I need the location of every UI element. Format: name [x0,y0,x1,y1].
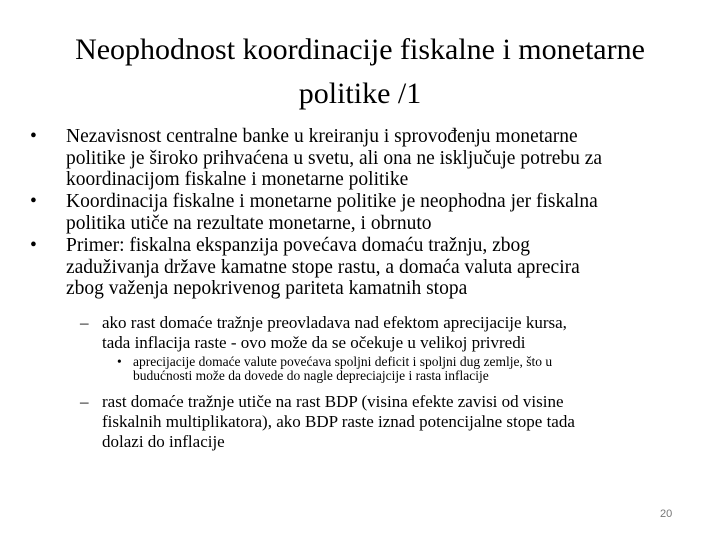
text-line: dolazi do inflacije [102,432,225,451]
sub-item [80,392,575,452]
bullet-item [30,191,598,234]
text-line: Primer: fiskalna ekspanzija povećava domaću tražnju, zbog [66,235,531,256]
bullet-item [30,235,580,300]
bullet-icon: • [30,191,37,212]
text-line: fiskalnih multiplikatora), ako BDP raste iznad potencijalne stope tada [102,412,575,431]
text-line: koordinacijom fiskalne i monetarne politike [66,169,409,190]
text-line: ako rast domaće tražnje preovladava nad efektom aprecijacije kursa, [102,313,567,332]
bullet-item [30,126,602,191]
text-line: zbog važenja nepokrivenog pariteta kamatnih stopa [66,278,468,299]
text-line: politika utiče na rezultate monetarne, i obrnuto [66,212,432,234]
bullet-icon: • [117,354,122,369]
text-line: Nezavisnost centralne banke u kreiranju i sprovođenju monetarne [66,126,578,147]
slide-title [0,28,720,116]
title-line: politike /1 [298,77,422,110]
text-line: politike je široko prihvaćena u svetu, ali ona ne isključuje potrebu za [66,147,603,169]
bullet-icon: • [30,126,37,147]
text-line: zaduživanja države kamatne stope rastu, a domaća valuta aprecira [66,256,580,278]
dash-icon: – [80,392,89,411]
sub-sub-item [117,355,552,383]
text-line: aprecijacije domaće valute povećava spoljni deficit i spoljni dug zemlje, što u [133,354,553,369]
text-line: tada inflacija raste - ovo može da se očekuje u velikoj privredi [102,333,526,352]
dash-icon: – [80,313,89,332]
text-line: budućnosti može da dovede do nagle depreciajcije i rasta inflacije [133,368,489,383]
text-line: Koordinacija fiskalne i monetarne politike je neophodna jer fiskalna [66,191,598,212]
bullet-icon: • [30,235,37,256]
page-number: 20 [660,508,673,520]
title-line: Neophodnost koordinacije fiskalne i monetarne [75,33,645,66]
text-line: rast domaće tražnje utiče na rast BDP (visina efekte zavisi od visine [102,392,564,411]
sub-item [80,313,567,353]
